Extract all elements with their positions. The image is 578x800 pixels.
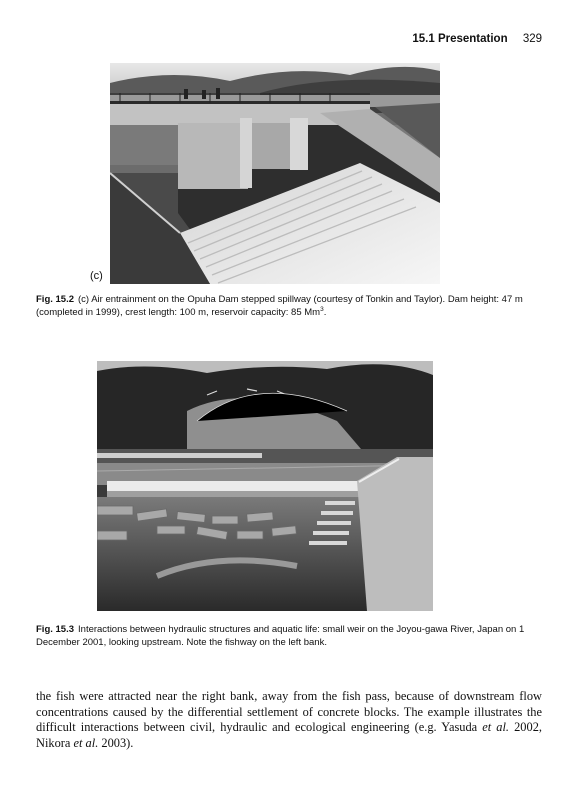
superscript: 3 — [320, 305, 324, 313]
et-al: et al. — [482, 720, 510, 735]
et-al: et al. — [73, 736, 99, 751]
citation-text: 2002, Nikora — [36, 720, 542, 751]
running-header — [412, 33, 542, 45]
caption-text: (c) Air entrainment on the Opuha Dam stepped spillway (courtesy of Tonkin and Taylor). Dam height: 47 m (completed in 1999), crest length: 100 m, reservoir capacity: 85 Mm — [36, 294, 523, 318]
section-title: 15.1 Presentation — [412, 33, 508, 45]
page-number: 329 — [522, 33, 542, 45]
caption-end: . — [323, 306, 327, 318]
figure-caption — [36, 624, 542, 649]
weir-photo — [97, 361, 433, 611]
figure-caption — [36, 294, 542, 319]
citation-text: 2003). — [98, 736, 134, 751]
spillway-photo — [110, 63, 440, 284]
panel-label: (c) — [90, 270, 103, 282]
figure-number: Fig. 15.2 — [36, 294, 75, 305]
figure-number: Fig. 15.3 — [36, 624, 75, 635]
paragraph-text: the fish were attracted near the right bank, away from the fish pass, because of downstream flow concentrations caused by the differential settlement of concrete blocks. The example illustrates the difficult interactions between civil, hydraulic and ecological engineering (e.g. Yasuda — [36, 689, 542, 735]
caption-text: Interactions between hydraulic structures and aquatic life: small weir on the Joyou-gawa River, Japan on 1 December 2001, looking upstream. Note the fishway on the left bank. — [36, 624, 525, 648]
body-paragraph — [36, 689, 542, 752]
